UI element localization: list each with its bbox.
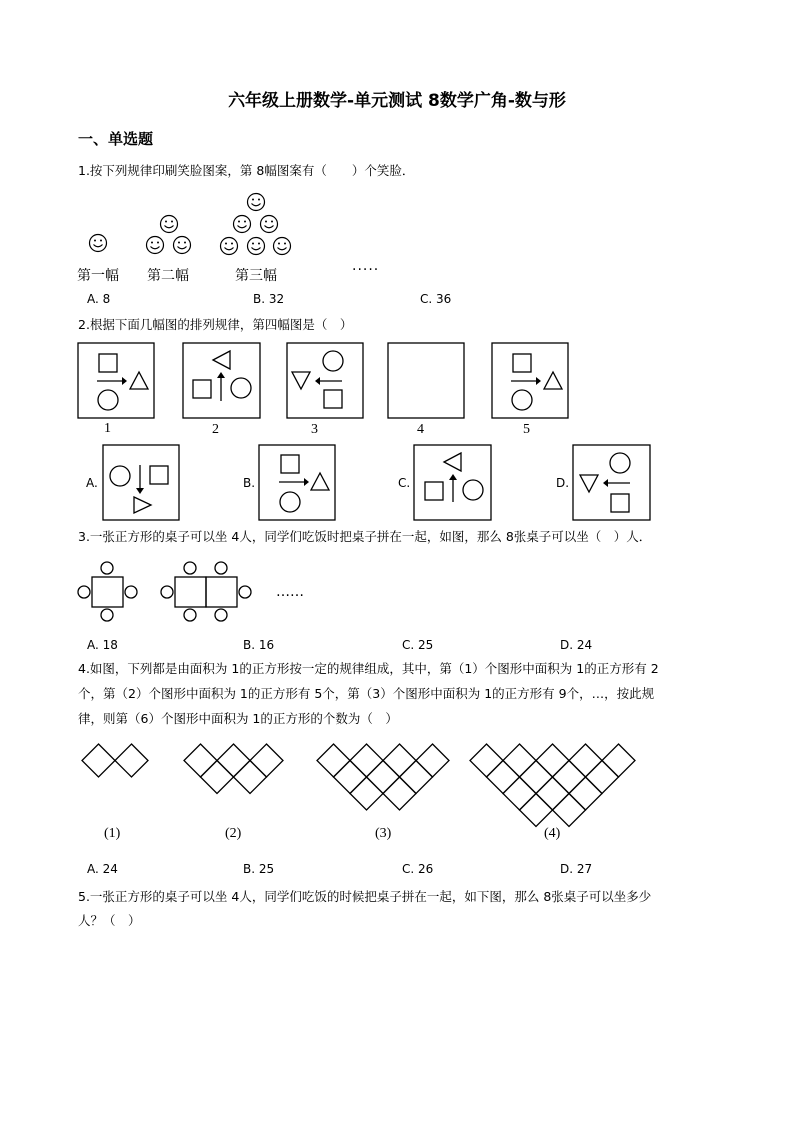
q1-ellipsis: ····· [352, 262, 380, 278]
q2-option-a[interactable]: A. [86, 476, 98, 490]
unit-diamond [82, 744, 115, 777]
q3-option-b[interactable]: B. 16 [243, 638, 275, 652]
unit-diamond [234, 761, 267, 794]
unit-diamond [250, 744, 283, 777]
q4-option-a[interactable]: A. 24 [87, 862, 118, 876]
question-2-text: 2.根据下面几幅图的排列规律，第四幅图是（ ） [78, 317, 353, 332]
q4-figure-1 [82, 744, 148, 777]
q2-option-c[interactable]: C. [398, 476, 411, 490]
unit-diamond [602, 744, 635, 777]
unit-diamond [536, 744, 569, 777]
unit-diamond [586, 761, 619, 794]
q4-label-2: (2) [225, 826, 242, 841]
q4-option-c[interactable]: C. 26 [402, 862, 434, 876]
q1-option-a[interactable]: A. 8 [87, 292, 111, 306]
section-heading: 一、单选题 [78, 130, 154, 148]
q4-label-3: (3) [375, 826, 392, 841]
q4-option-b[interactable]: B. 25 [243, 862, 275, 876]
unit-diamond [115, 744, 148, 777]
question-1-text: 1.按下列规律印刷笑脸图案，第 8幅图案有（ ）个笑脸． [78, 163, 415, 178]
unit-diamond [383, 744, 416, 777]
unit-diamond [536, 777, 569, 810]
unit-diamond [487, 761, 520, 794]
q4-figure-3 [317, 744, 449, 810]
q4-figure-4 [470, 744, 635, 827]
unit-diamond [184, 744, 217, 777]
q4-figure-2 [184, 744, 283, 794]
page-title: 六年级上册数学-单元测试 8数学广角-数与形 [228, 91, 566, 111]
q2-label-2: 2 [212, 422, 219, 437]
question-4-line-3: 律，则第（6）个图形中面积为 1的正方形的个数为（ ） [78, 711, 398, 726]
unit-diamond [400, 761, 433, 794]
q4-label-1: (1) [104, 826, 121, 841]
unit-diamond [553, 761, 586, 794]
unit-diamond [383, 777, 416, 810]
unit-diamond [503, 777, 536, 810]
q3-ellipsis: …… [276, 584, 304, 600]
q2-label-4: 4 [417, 422, 424, 437]
q4-label-4: (4) [544, 826, 561, 841]
unit-diamond [569, 777, 602, 810]
unit-diamond [503, 744, 536, 777]
q1-caption-2: 第二幅 [147, 268, 189, 284]
unit-diamond [416, 744, 449, 777]
q1-caption-3: 第三幅 [235, 268, 277, 284]
unit-diamond [520, 761, 553, 794]
q3-option-c[interactable]: C. 25 [402, 638, 434, 652]
q3-option-a[interactable]: A. 18 [87, 638, 118, 652]
unit-diamond [553, 794, 586, 827]
q2-label-5: 5 [523, 422, 530, 437]
q2-label-3: 3 [311, 422, 318, 437]
unit-diamond [367, 761, 400, 794]
q1-caption-1: 第一幅 [77, 268, 119, 284]
unit-diamond [350, 744, 383, 777]
question-5-line-1: 5.一张正方形的桌子可以坐 4人，同学们吃饭的时候把桌子拼在一起，如下图，那么 8张桌子可以坐多少 [78, 889, 652, 904]
q1-option-b[interactable]: B. 32 [253, 292, 285, 306]
question-5-line-2: 人？（ ） [78, 913, 141, 928]
q2-option-b[interactable]: B. [243, 476, 256, 490]
unit-diamond [334, 761, 367, 794]
q3-option-d[interactable]: D. 24 [560, 638, 593, 652]
unit-diamond [217, 744, 250, 777]
unit-diamond [317, 744, 350, 777]
unit-diamond [520, 794, 553, 827]
q2-label-1: 1 [104, 421, 111, 436]
unit-diamond [201, 761, 234, 794]
question-4-line-2: 个，第（2）个图形中面积为 1的正方形有 5个，第（3）个图形中面积为 1的正方形有 9个，…，按此规 [78, 686, 655, 701]
unit-diamond [569, 744, 602, 777]
q2-option-d[interactable]: D. [556, 476, 570, 490]
unit-diamond [470, 744, 503, 777]
question-4-line-1: 4.如图，下列都是由面积为 1的正方形按一定的规律组成，其中，第（1）个图形中面积为 1的正方形有 2 [78, 661, 659, 676]
q4-option-d[interactable]: D. 27 [560, 862, 593, 876]
q1-option-c[interactable]: C. 36 [420, 292, 452, 306]
unit-diamond [350, 777, 383, 810]
question-3-text: 3.一张正方形的桌子可以坐 4人，同学们吃饭时把桌子拼在一起，如图，那么 8张桌子可以坐（ ）人． [78, 529, 652, 544]
